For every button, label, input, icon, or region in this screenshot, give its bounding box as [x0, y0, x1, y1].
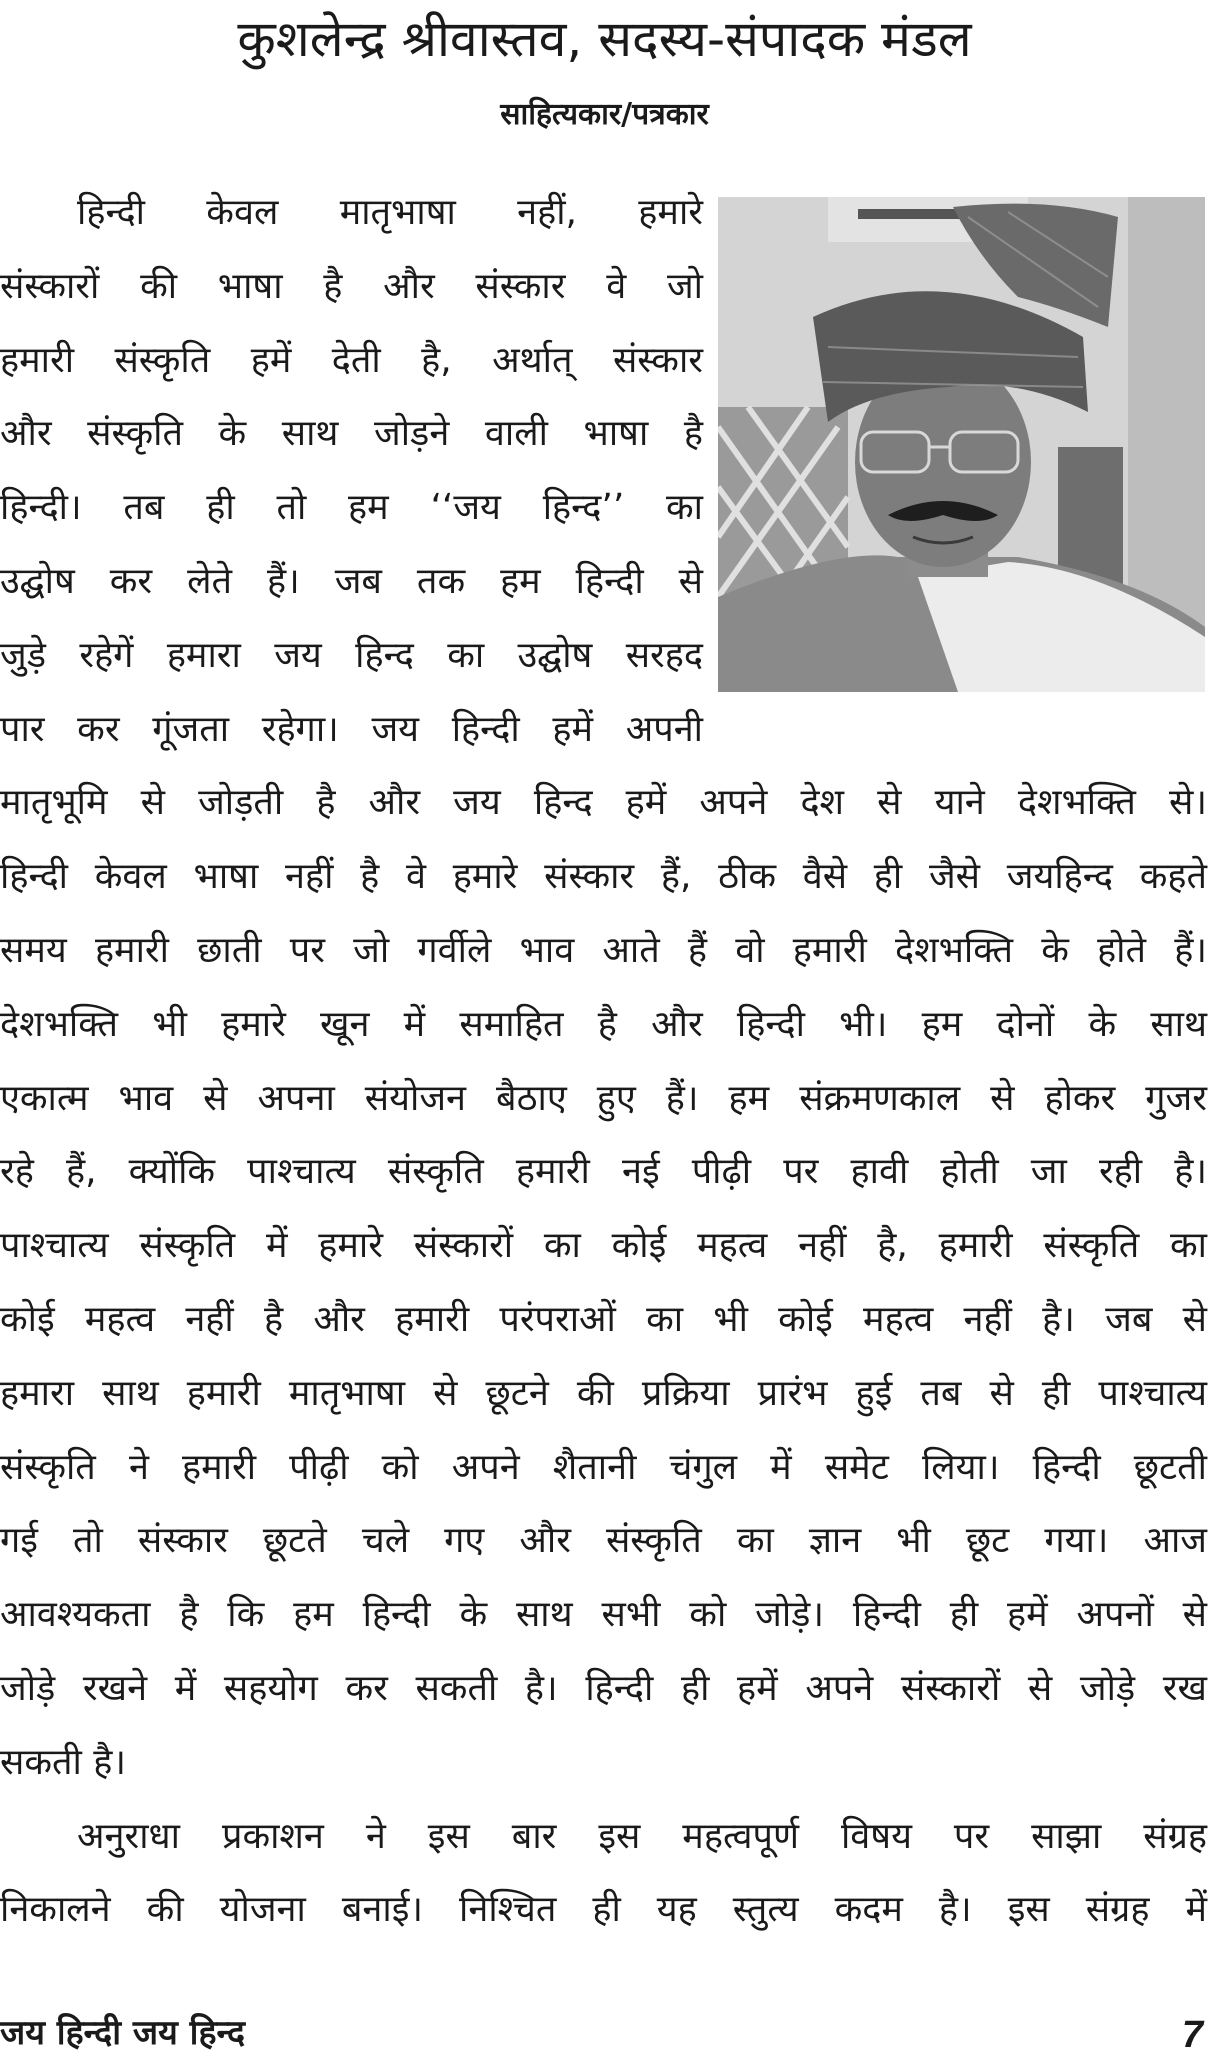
text-line: संस्कारों की भाषा है और संस्कार वे जो — [0, 266, 703, 307]
page-title: कुशलेन्द्र श्रीवास्तव, सदस्य-संपादक मंडल — [237, 10, 972, 68]
text-line: मातृभूमि से जोड़ती है और जय हिन्द हमें अपने देश से याने देशभक्ति से। — [0, 782, 1207, 823]
text-line: जोड़े रखने में सहयोग कर सकती है। हिन्दी ही हमें अपने संस्कारों से जोड़े रख — [0, 1668, 1207, 1709]
text-line: एकात्म भाव से अपना संयोजन बैठाए हुए हैं। हम संक्रमणकाल से होकर गुजर — [0, 1078, 1207, 1119]
text-line: पाश्चात्य संस्कृति में हमारे संस्कारों का कोई महत्व नहीं है, हमारी संस्कृति का — [0, 1225, 1207, 1266]
page-number: 7 — [1181, 2014, 1203, 2056]
author-designation: साहित्यकार/पत्रकार — [500, 97, 709, 132]
text-line: देशभक्ति भी हमारे खून में समाहित है और हिन्दी भी। हम दोनों के साथ — [0, 1004, 1207, 1045]
text-line: और संस्कृति के साथ जोड़ने वाली भाषा है — [0, 413, 703, 454]
text-line: गई तो संस्कार छूटते चले गए और संस्कृति का ज्ञान भी छूट गया। आज — [0, 1520, 1207, 1561]
text-line: पार कर गूंजता रहेगा। जय हिन्दी हमें अपनी — [0, 709, 703, 750]
text-line: हिन्दी केवल मातृभाषा नहीं, हमारे — [77, 192, 703, 233]
author-photo — [718, 197, 1205, 692]
text-line: हमारी संस्कृति हमें देती है, अर्थात् संस्कार — [0, 340, 703, 381]
text-line: उद्घोष कर लेते हैं। जब तक हम हिन्दी से — [0, 561, 703, 602]
text-line: सकती है। — [0, 1742, 127, 1783]
text-line: निकालने की योजना बनाई। निश्चित ही यह स्तुत्य कदम है। इस संग्रह में — [0, 1889, 1207, 1930]
text-line: रहे हैं, क्योंकि पाश्चात्य संस्कृति हमारी नई पीढ़ी पर हावी होती जा रही है। — [0, 1151, 1207, 1192]
text-line: संस्कृति ने हमारी पीढ़ी को अपने शैतानी चंगुल में समेट लिया। हिन्दी छूटती — [0, 1447, 1207, 1488]
text-line: हिन्दी केवल भाषा नहीं है वे हमारे संस्कार हैं, ठीक वैसे ही जैसे जयहिन्द कहते — [0, 856, 1207, 897]
text-line: हिन्दी। तब ही तो हम ‘‘जय हिन्द’’ का — [0, 487, 703, 528]
text-line: समय हमारी छाती पर जो गर्वीले भाव आते हैं वो हमारी देशभक्ति के होते हैं। — [0, 930, 1207, 971]
text-line: आवश्यकता है कि हम हिन्दी के साथ सभी को जोड़े। हिन्दी ही हमें अपनों से — [0, 1594, 1207, 1635]
text-line: हमारा साथ हमारी मातृभाषा से छूटने की प्रक्रिया प्रारंभ हुई तब से ही पाश्चात्य — [0, 1373, 1207, 1414]
portrait-illustration — [718, 197, 1205, 692]
running-footer-book-title: जय हिन्दी जय हिन्द — [0, 2013, 246, 2053]
text-line: जुड़े रहेगें हमारा जय हिन्द का उद्घोष सरहद — [0, 635, 703, 676]
text-line: कोई महत्व नहीं है और हमारी परंपराओं का भी कोई महत्व नहीं है। जब से — [0, 1299, 1207, 1340]
text-line: अनुराधा प्रकाशन ने इस बार इस महत्वपूर्ण विषय पर साझा संग्रह — [77, 1816, 1207, 1857]
